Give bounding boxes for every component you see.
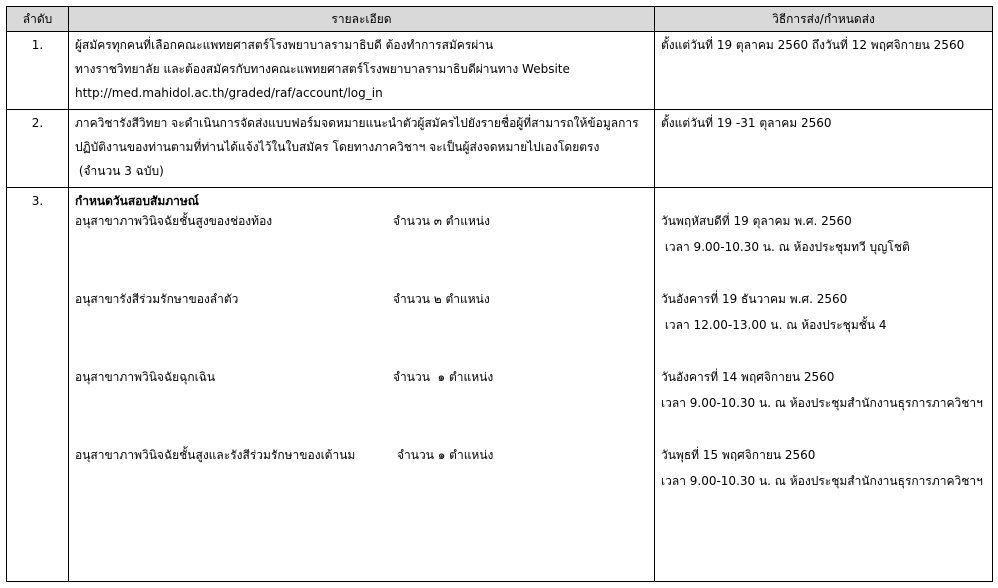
interview-schedule: [661, 213, 986, 291]
method-text: ตั้งแต่วันที่ 19 ตุลาคม 2560 ถึงวันที่ 12 พฤศจิกายน 2560: [661, 38, 965, 52]
row-method: [655, 110, 993, 188]
position-name: อนุสาขาภาพวินิจฉัยชั้นสูงและรังสีร่วมรักษาของเต้านม: [75, 448, 356, 462]
website-link[interactable]: http://med.mahidol.ac.th/graded/raf/account/log_in: [75, 86, 383, 100]
position-item: [75, 291, 648, 369]
interview-schedule: [661, 447, 986, 525]
table-row: [7, 110, 993, 188]
detail-line: ทางราชวิทยาลัย และต้องสมัครกับทางคณะแพทยศาสตร์โรงพยาบาลรามาธิบดีผ่านทาง Website: [75, 62, 570, 76]
interview-time: เวลา 12.00-13.00 น. ณ ห้องประชุมชั้น 4: [661, 318, 887, 332]
header-no: ลำดับ: [7, 7, 69, 32]
position-item: [75, 213, 648, 291]
schedule-table: [6, 6, 993, 582]
position-name: อนุสาขาภาพวินิจฉัยฉุกเฉิน: [75, 370, 216, 384]
position-item: [75, 369, 648, 447]
interview-date: วันอังคารที่ 14 พฤศจิกายน 2560: [661, 370, 835, 384]
header-details: รายละเอียด: [69, 7, 655, 32]
row-number: 1.: [7, 32, 69, 110]
position-name: อนุสาขารังสีร่วมรักษาของลำตัว: [75, 292, 239, 306]
interview-time: เวลา 9.00-10.30 น. ณ ห้องประชุมทวี บุญโชติ: [661, 240, 910, 254]
detail-line: ปฏิบัติงานของท่านตามที่ท่านได้แจ้งไว้ในใบสมัคร โดยทางภาควิชาฯ จะเป็นผู้ส่งจดหมายไปเองโดยตรง: [75, 140, 600, 154]
interview-title: กำหนดวันสอบสัมภาษณ์: [75, 194, 199, 208]
interview-date: วันพุธที่ 15 พฤศจิกายน 2560: [661, 448, 816, 462]
position-count: จำนวน ๓ ตำแหน่ง: [393, 214, 490, 228]
method-text: ตั้งแต่วันที่ 19 -31 ตุลาคม 2560: [661, 116, 832, 130]
header-method: วิธีการส่ง/กำหนดส่ง: [655, 7, 993, 32]
interview-schedule: [661, 291, 986, 369]
detail-line: ผู้สมัครทุกคนที่เลือกคณะแพทยศาสตร์โรงพยาบาลรามาธิบดี ต้องทำการสมัครผ่าน: [75, 38, 494, 52]
interview-date: วันพฤหัสบดีที่ 19 ตุลาคม พ.ศ. 2560: [661, 214, 852, 228]
row-number: 3.: [7, 188, 69, 582]
row-details: [69, 32, 655, 110]
detail-line: ภาควิชารังสีวิทยา จะดำเนินการจัดส่งแบบฟอร์มจดหมายแนะนำตัวผู้สมัครไปยังรายชื่อผู้ที่สามารถให้ข้อมูลการ: [75, 116, 639, 130]
interview-schedule: [661, 369, 986, 447]
interview-time: เวลา 9.00-10.30 น. ณ ห้องประชุมสำนักงานธุรการภาควิชาฯ: [661, 474, 983, 488]
table-header-row: [7, 7, 993, 32]
interview-time: เวลา 9.00-10.30 น. ณ ห้องประชุมสำนักงานธุรการภาควิชาฯ: [661, 396, 983, 410]
position-count: จำนวน ๑ ตำแหน่ง: [397, 448, 494, 462]
row-details: [69, 188, 655, 582]
row-method: [655, 32, 993, 110]
detail-line: (จำนวน 3 ฉบับ): [75, 164, 164, 178]
interview-date: วันอังคารที่ 19 ธันวาคม พ.ศ. 2560: [661, 292, 848, 306]
row-method: [655, 188, 993, 582]
position-count: จำนวน ๑ ตำแหน่ง: [393, 370, 494, 384]
table-row: [7, 32, 993, 110]
table-row: [7, 188, 993, 582]
row-details: [69, 110, 655, 188]
position-count: จำนวน ๒ ตำแหน่ง: [393, 292, 490, 306]
row-number: 2.: [7, 110, 69, 188]
position-name: อนุสาขาภาพวินิจฉัยชั้นสูงของช่องท้อง: [75, 214, 273, 228]
position-item: [75, 447, 648, 525]
